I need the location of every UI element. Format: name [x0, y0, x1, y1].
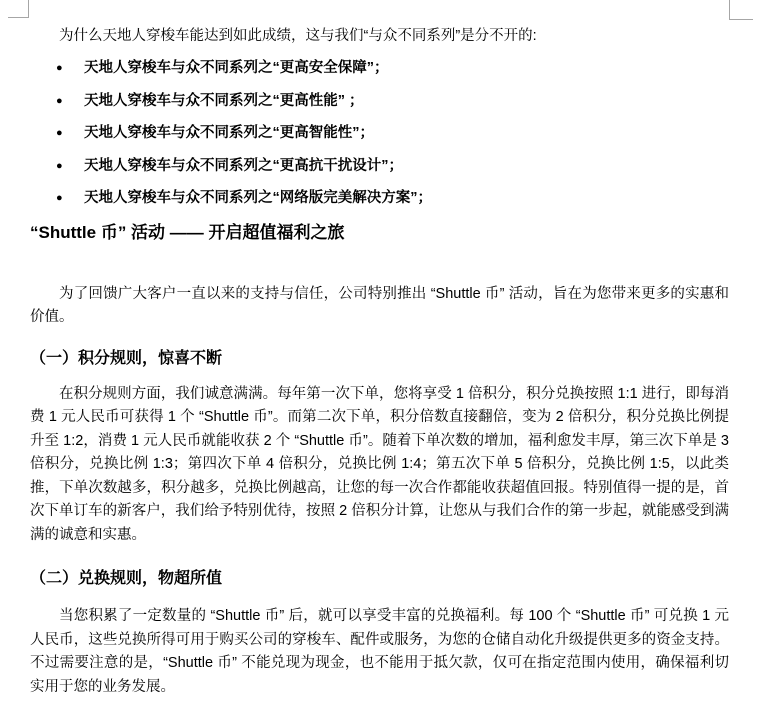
bullet-icon: ● [56, 192, 63, 204]
list-item-text: 天地人穿梭车与众不同系列之“更高抗干扰设计”； [84, 157, 403, 174]
list-item [30, 155, 729, 178]
list-item [30, 122, 729, 145]
feature-list [30, 57, 729, 210]
list-item [30, 187, 729, 210]
bullet-icon: ● [56, 159, 63, 172]
bullet-icon: ● [56, 62, 63, 74]
list-item-text: 天地人穿梭车与众不同系列之“更高安全保障”； [84, 60, 389, 76]
lead-paragraph: 为了回馈广大客户一直以来的支持与信任，公司特别推出 “Shuttle 币” 活动，旨在为您带来更多的实惠和价值。 [30, 285, 729, 325]
intro-paragraph: 为什么天地人穿梭车能达到如此成绩，这与我们“与众不同系列”是分不开的: [59, 28, 537, 44]
bullet-icon: ● [56, 94, 63, 107]
list-item-text: 天地人穿梭车与众不同系列之“网络版完美解决方案”； [84, 190, 432, 206]
section-2-body: 当您积累了一定数量的 “Shuttle 币” 后，就可以享受丰富的兑换福利。每 100 个 “Shuttle 币” 可兑换 1 元人民币，这些兑换所得可用于购买公司的穿梭车、配件或服务，为您的仓储自动化升级提供更多的资金支持。不过需要注意的是，“Shuttle 币” 不能兑现为现金，也不能用于抵欠款，仅可在指定范围内使用，确保福利切实用于您的业务发展。 [30, 608, 729, 695]
list-item [30, 57, 729, 80]
section-2-title: （二）兑换规则，物超所值 [30, 570, 223, 587]
section-1-title: （一）积分规则，惊喜不断 [30, 349, 223, 367]
list-item-text: 天地人穿梭车与众不同系列之“更高智能性”； [84, 125, 374, 141]
list-item [30, 90, 729, 113]
bullet-icon: ● [56, 127, 63, 139]
list-item-text: 天地人穿梭车与众不同系列之“更高性能” ； [84, 92, 364, 109]
activity-heading: “Shuttle 币” 活动 —— 开启超值福利之旅 [30, 222, 345, 242]
section-1-body: 在积分规则方面，我们诚意满满。每年第一次下单，您将享受 1 倍积分，积分兑换按照 1:1 进行，即每消费 1 元人民币可获得 1 个 “Shuttle 币”。而第二次下单，积分倍数直接翻倍，变为 2 倍积分，积分兑换比例提升至 1:2，消费 1 元人民币就能收获 2 个 “Shuttle 币”。随着下单次数的增加，福利愈发丰厚，第三次下单是 3 倍积分，兑换比例 1:3；第四次下单 4 倍积分，兑换比例 1:4；第五次下单 5 倍积分，兑换比例 1:5，以此类推，下单次数越多，积分越多，兑换比例越高，让您的每一次合作都能收获超值回报。特别值得一提的是，首次下单订车的新客户，我们给予特别优待，按照 2 倍积分计算，让您从与我们合作的第一步起，就能感受到满满的诚意和实惠。 [30, 385, 729, 543]
